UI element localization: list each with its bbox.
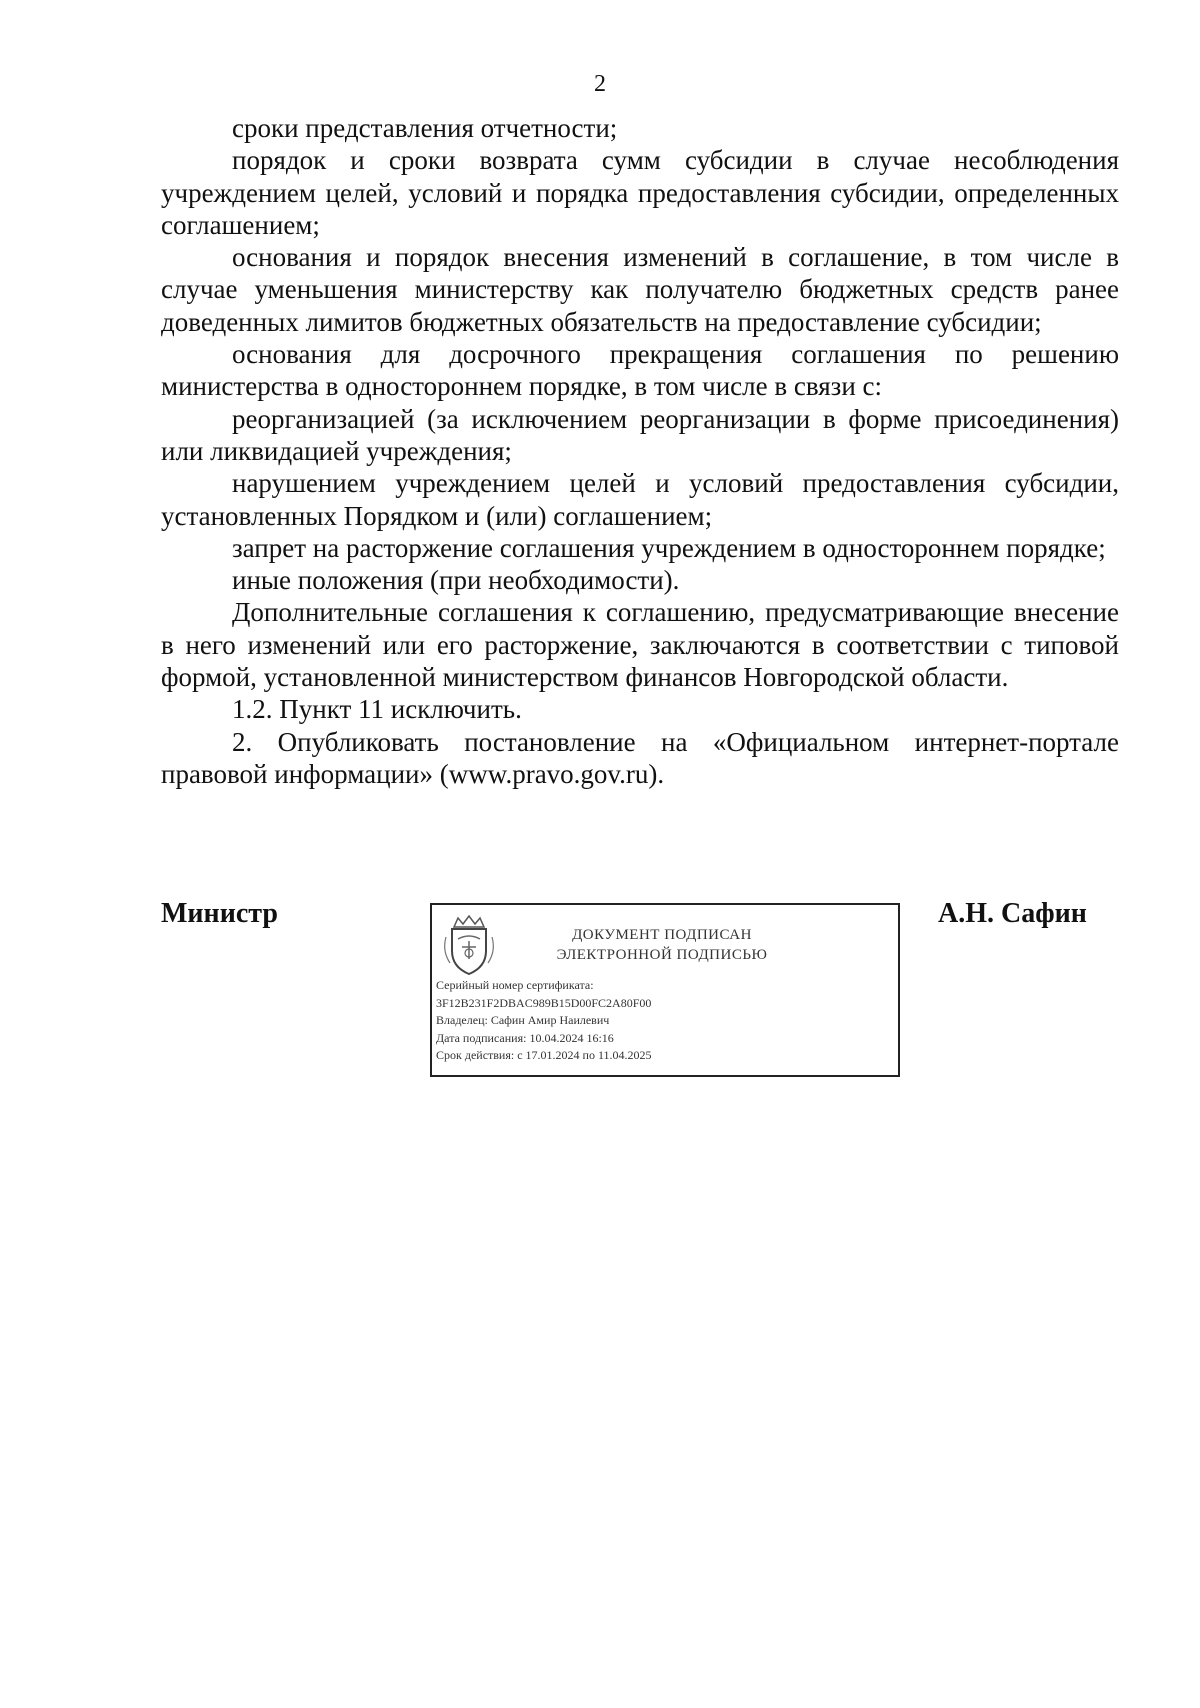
stamp-header-line: ЭЛЕКТРОННОЙ ПОДПИСЬЮ: [556, 947, 768, 963]
electronic-signature-stamp: [430, 903, 900, 1077]
paragraph: 1.2. Пункт 11 исключить.: [232, 694, 522, 725]
coat-of-arms-icon: [440, 913, 498, 977]
page-number: 2: [594, 71, 606, 97]
paragraph: запрет на расторжение соглашения учреждением в одностороннем порядке;: [232, 532, 1106, 563]
document-body: [161, 112, 1119, 790]
paragraph: основания для досрочного прекращения соглашения по решению министерства в одностороннем порядке, в том числе в связи с:: [161, 339, 1119, 402]
paragraph: нарушением учреждением целей и условий предоставления субсидии, установленных Порядком и (или) соглашением;: [161, 468, 1119, 531]
stamp-owner: Владелец: Сафин Амир Наилевич: [436, 1013, 610, 1027]
signatory-position: Министр: [161, 898, 278, 929]
paragraph: Дополнительные соглашения к соглашению, предусматривающие внесение в него изменений или его расторжение, заключаются в соответствии с типовой формой, установленной министерством финансов Новгородской области.: [161, 597, 1119, 693]
stamp-header-line: ДОКУМЕНТ ПОДПИСАН: [572, 927, 752, 943]
stamp-validity: Срок действия: с 17.01.2024 по 11.04.2025: [436, 1048, 652, 1062]
paragraph: основания и порядок внесения изменений в соглашение, в том числе в случае уменьшения министерству как получателю бюджетных средств ранее доведенных лимитов бюджетных обязательств на предоставление субсидии;: [161, 242, 1119, 337]
stamp-sign-date: Дата подписания: 10.04.2024 16:16: [436, 1030, 614, 1045]
stamp-header: [512, 925, 812, 965]
stamp-serial-value: 3F12B231F2DBAC989B15D00FC2A80F00: [436, 995, 652, 1010]
paragraph: 2. Опубликовать постановление на «Официальном интернет-портале правовой информации» (www.pravo.gov.ru).: [161, 726, 1119, 789]
stamp-serial-label: Серийный номер сертификата:: [436, 978, 594, 992]
paragraph: порядок и сроки возврата сумм субсидии в случае несоблюдения учреждением целей, условий и порядка предоставления субсидии, определенных соглашением;: [161, 145, 1119, 240]
signatory-name: А.Н. Сафин: [938, 898, 1087, 929]
paragraph: сроки представления отчетности;: [232, 113, 618, 143]
paragraph: реорганизацией (за исключением реорганизации в форме присоединения) или ликвидацией учреждения;: [161, 403, 1119, 466]
paragraph: иные положения (при необходимости).: [232, 565, 680, 596]
stamp-details: [436, 977, 894, 1065]
